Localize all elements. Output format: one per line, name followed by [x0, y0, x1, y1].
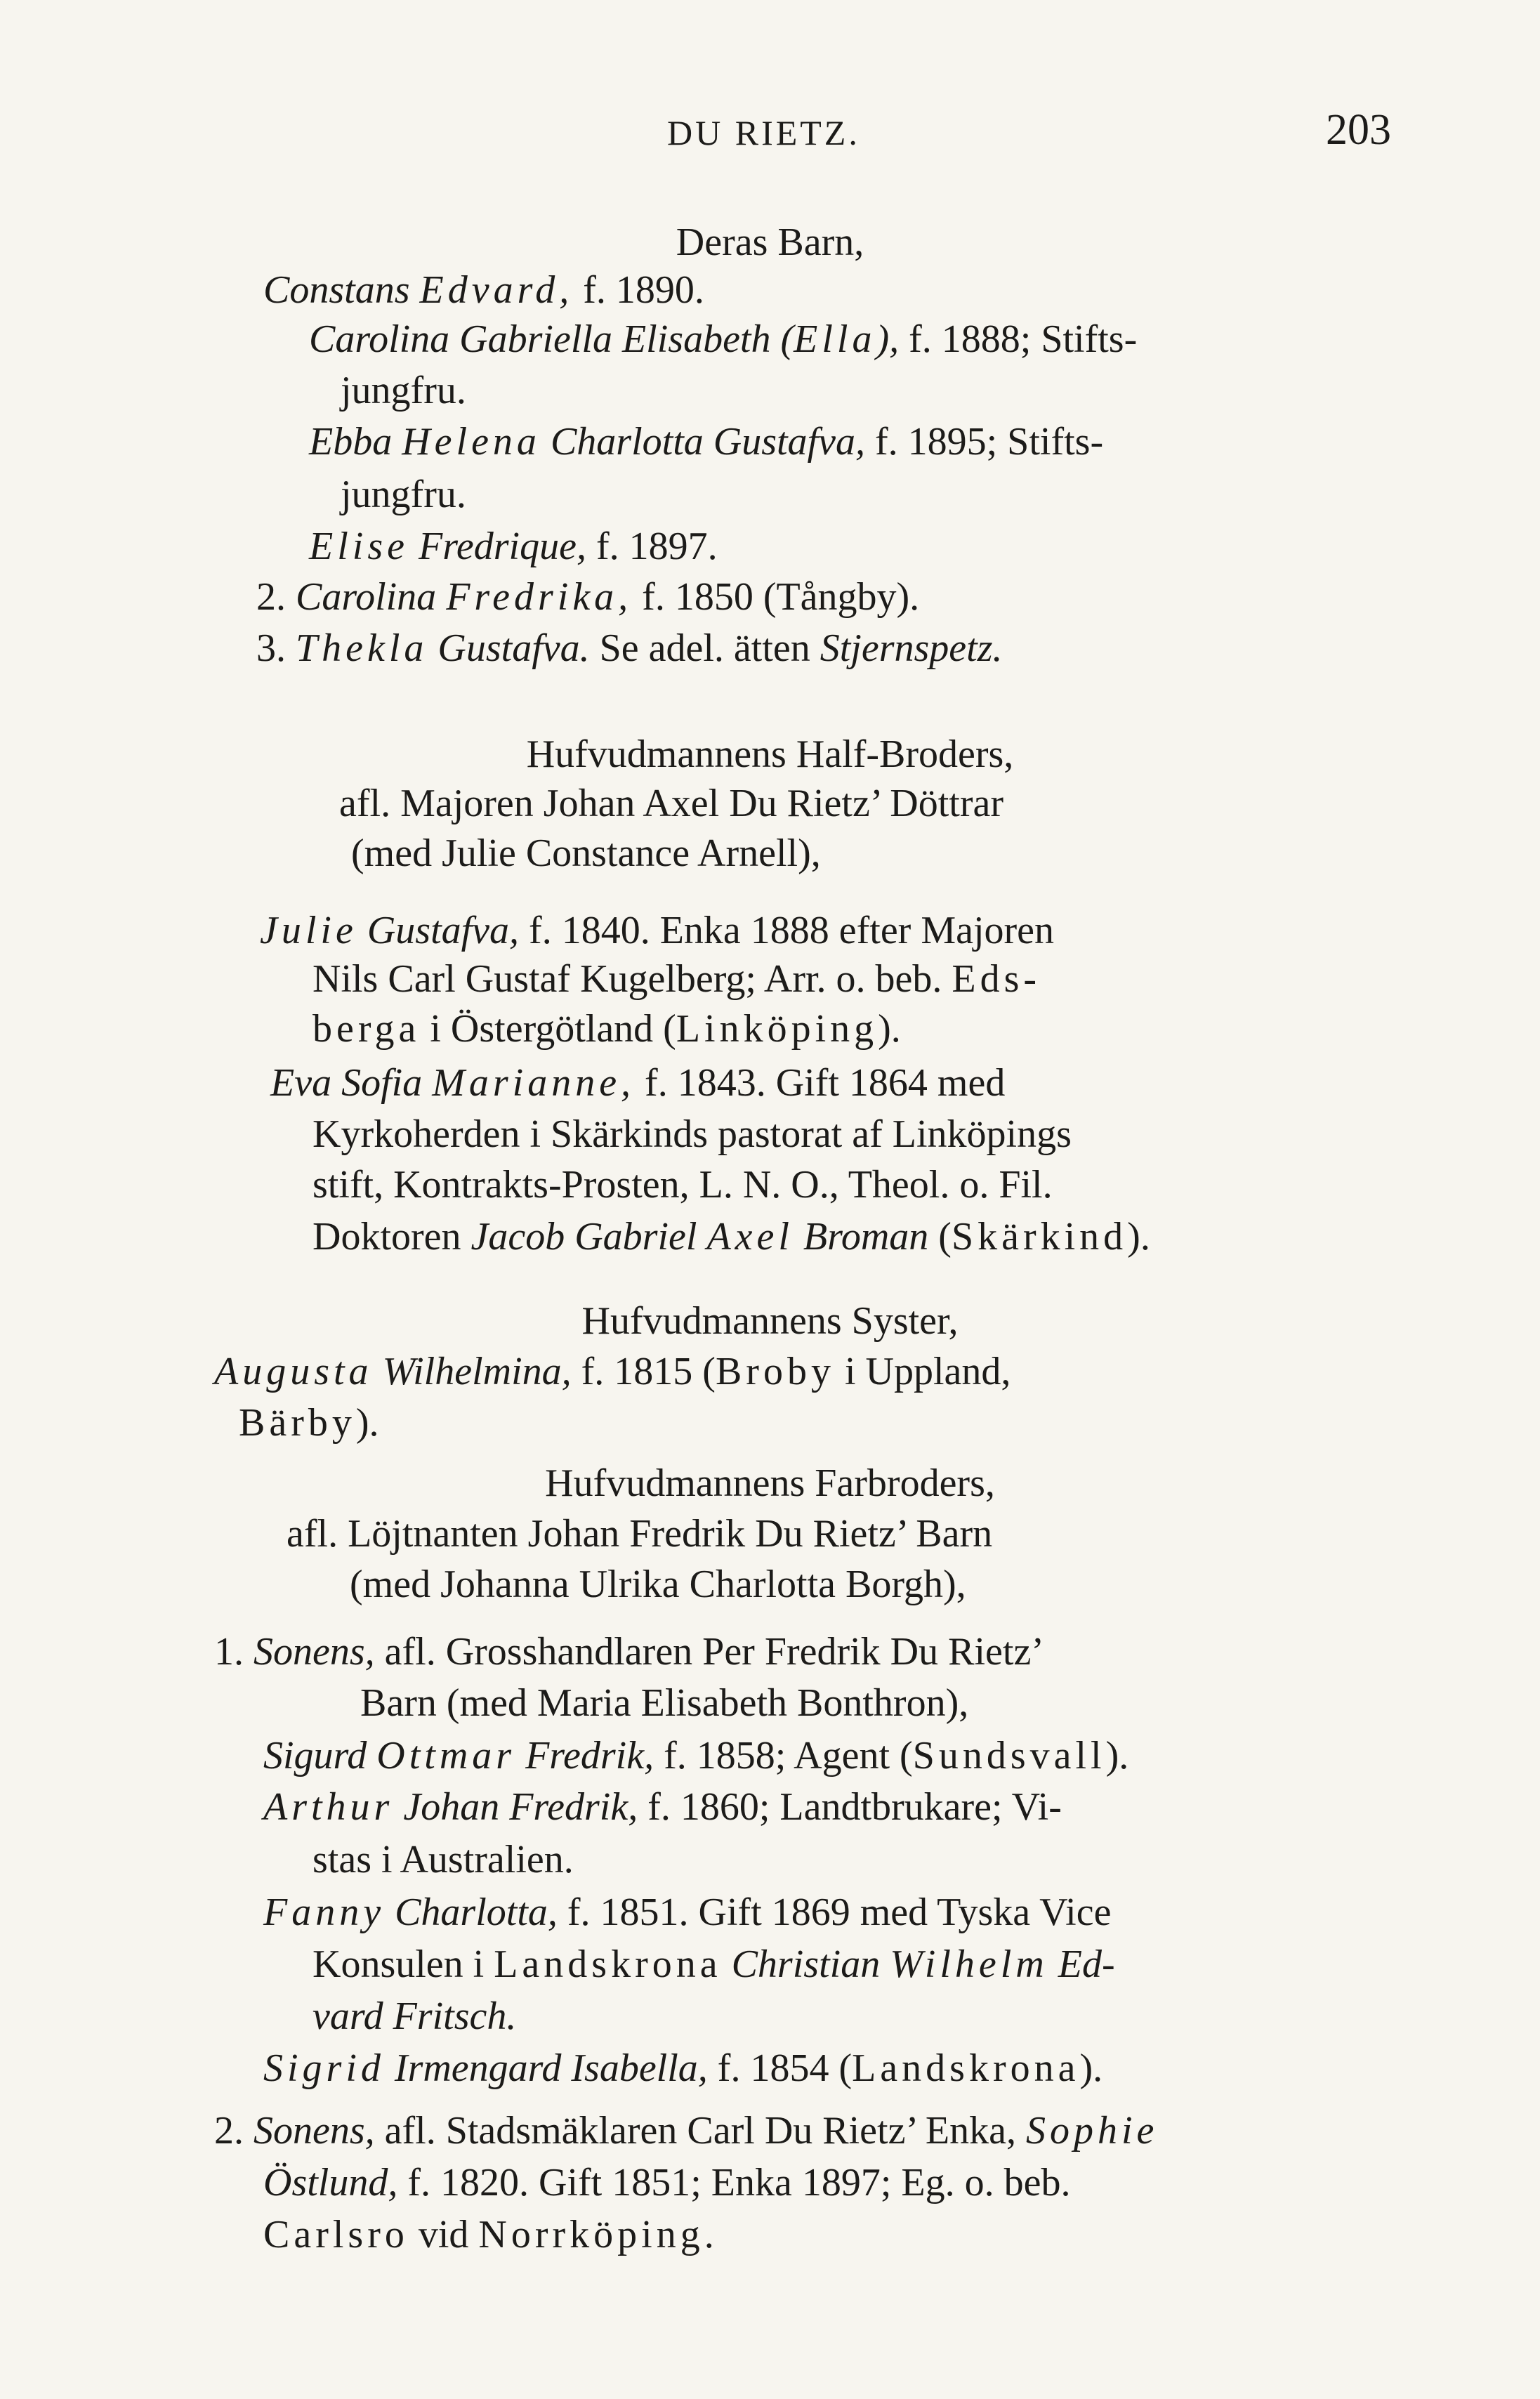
- text-run: Wilhelmina,: [372, 1350, 572, 1393]
- text-run: Thekla: [296, 626, 428, 670]
- text-line: [263, 1888, 1111, 1937]
- text-run: Helena: [402, 420, 541, 464]
- text-run: f. 1815 (: [571, 1350, 716, 1393]
- text-run: Fredrika,: [446, 575, 633, 619]
- text-line: [312, 1110, 1072, 1159]
- text-run: Arthur: [263, 1785, 394, 1829]
- text-run: .: [704, 2213, 714, 2256]
- text-run: Carolina Gabriella Elisabeth (: [309, 317, 794, 361]
- text-run: jungfru.: [341, 369, 466, 412]
- text-run: Sigrid: [263, 2046, 385, 2090]
- text-run: f. 1851. Gift 1869 med Tyska Vice: [557, 1891, 1112, 1934]
- text-line: [0, 730, 1540, 779]
- text-run: Christian: [721, 1943, 890, 1986]
- text-run: Konsulen i: [312, 1943, 494, 1986]
- text-run: Julie: [260, 909, 357, 952]
- text-line: [341, 366, 466, 415]
- text-run: stas i Australien.: [312, 1838, 574, 1881]
- page-header: [0, 105, 1540, 162]
- text-run: (med Julie Constance Arnell),: [351, 832, 821, 875]
- text-run: stift, Kontrakts-Prosten, L. N. O., Theol. o. Fil.: [312, 1163, 1053, 1207]
- text-run: Fanny: [263, 1891, 386, 1934]
- text-run: Edvard,: [419, 268, 574, 312]
- text-line: [312, 1992, 516, 2041]
- text-run: Fredrik,: [515, 1734, 654, 1777]
- text-run: jungfru.: [341, 473, 466, 516]
- text-run: berga: [312, 1007, 421, 1051]
- text-run: 2.: [214, 2109, 254, 2152]
- text-line: [312, 1160, 1053, 1209]
- text-run: Kyrkoherden i Skärkinds pastorat af Linköpings: [312, 1112, 1072, 1156]
- text-line: [360, 1678, 968, 1728]
- text-line: [351, 829, 821, 878]
- text-line: [350, 1560, 966, 1609]
- text-run: Carlsro: [263, 2213, 409, 2256]
- text-run: Charlotta Gustafva,: [540, 420, 865, 464]
- text-run: Norrköping: [478, 2213, 704, 2256]
- text-line: [214, 2106, 1158, 2155]
- text-run: Nils Carl Gustaf Kugelberg; Arr. o. beb.: [312, 957, 952, 1001]
- text-run: f. 1888; Stifts-: [899, 317, 1138, 361]
- text-run: Deras Barn,: [676, 221, 864, 264]
- text-run: Gustafva.: [428, 626, 590, 670]
- text-line: [263, 1731, 1128, 1780]
- text-line: [263, 2210, 714, 2259]
- text-run: Irmengard Isabella,: [384, 2046, 708, 2090]
- text-run: Broman: [793, 1215, 929, 1258]
- text-line: [239, 1398, 379, 1447]
- text-run: Hufvudmannens Half-Broders,: [526, 732, 1014, 776]
- text-run: (med Johanna Ulrika Charlotta Borgh),: [350, 1563, 966, 1606]
- text-run: Constans: [263, 268, 420, 312]
- text-run: Ebba: [309, 420, 402, 464]
- text-run: Sophie: [1026, 2109, 1159, 2152]
- text-run: Johan Fredrik,: [393, 1785, 638, 1829]
- text-run: afl. Löjtnanten Johan Fredrik Du Rietz’ Barn: [287, 1512, 993, 1556]
- text-line: [309, 315, 1137, 364]
- text-line: [341, 470, 466, 519]
- text-run: f. 1843. Gift 1864 med: [635, 1061, 1006, 1105]
- text-run: (: [928, 1215, 952, 1258]
- text-run: Fredrique,: [408, 525, 586, 568]
- text-run: afl. Grosshandlaren Per Fredrik Du Rietz’: [374, 1630, 1044, 1674]
- text-line: [214, 1347, 1011, 1396]
- text-line: [312, 1835, 574, 1884]
- text-run: Hufvudmannens Syster,: [581, 1299, 959, 1343]
- text-run: f. 1858; Agent (: [654, 1734, 913, 1777]
- text-run: vid: [408, 2213, 479, 2256]
- text-run: Stjernspetz.: [820, 626, 1003, 670]
- text-run: Ottmar: [376, 1734, 516, 1777]
- text-run: ),: [876, 317, 900, 361]
- text-line: [312, 1940, 1115, 1989]
- text-run: Sundsvall: [912, 1734, 1106, 1777]
- text-run: Carolina: [296, 575, 447, 619]
- text-run: Eva Sofia: [270, 1061, 433, 1105]
- page-number: 203: [1326, 106, 1391, 154]
- text-run: ).: [355, 1401, 379, 1445]
- text-line: [312, 954, 1041, 1004]
- text-run: f. 1860; Landtbrukare; Vi-: [638, 1785, 1062, 1829]
- text-run: Sonens,: [254, 2109, 375, 2152]
- text-run: 2.: [256, 575, 296, 619]
- text-run: Hufvudmannens Farbroders,: [545, 1461, 995, 1505]
- text-line: [270, 1058, 1005, 1108]
- text-run: Marianne,: [432, 1061, 636, 1105]
- text-line: [263, 2158, 1070, 2207]
- text-run: Landskrona: [494, 1943, 722, 1986]
- text-run: Barn (med Maria Elisabeth Bonthron),: [360, 1681, 969, 1725]
- text-run: ).: [1105, 1734, 1129, 1777]
- text-run: f. 1890.: [573, 268, 704, 312]
- text-run: Sigurd: [263, 1734, 377, 1777]
- text-run: f. 1897.: [586, 525, 718, 568]
- text-run: Se adel. ätten: [589, 626, 820, 670]
- text-run: Skärkind: [951, 1215, 1128, 1258]
- text-run: Ella: [794, 317, 876, 361]
- text-line: [263, 265, 704, 315]
- text-line: [0, 1296, 1540, 1346]
- text-run: f. 1854 (: [707, 2046, 853, 2090]
- text-run: Linköping: [676, 1007, 878, 1051]
- text-line: [260, 906, 1054, 955]
- text-run: afl. Stadsmäklaren Carl Du Rietz’ Enka,: [374, 2109, 1026, 2152]
- text-run: afl. Majoren Johan Axel Du Rietz’ Döttrar: [339, 782, 1004, 825]
- text-line: [0, 1459, 1540, 1508]
- text-run: Charlotta,: [385, 1891, 558, 1934]
- text-line: [256, 624, 1003, 673]
- text-run: i Östergötland (: [420, 1007, 676, 1051]
- text-line: [339, 779, 1003, 828]
- text-line: [256, 572, 919, 622]
- text-run: 1.: [214, 1630, 254, 1674]
- text-line: [0, 218, 1540, 267]
- text-run: f. 1820. Gift 1851; Enka 1897; Eg. o. beb.: [397, 2161, 1071, 2204]
- text-run: Landskrona: [852, 2046, 1080, 2090]
- text-run: Eds-: [952, 957, 1041, 1001]
- text-run: ).: [878, 1007, 901, 1051]
- running-title: DU RIETZ.: [667, 113, 860, 152]
- text-run: Bärby: [239, 1401, 356, 1445]
- text-run: i Uppland,: [834, 1350, 1011, 1393]
- text-run: Wilhelm: [890, 1943, 1048, 1986]
- text-run: Gustafva,: [357, 909, 520, 952]
- text-run: ).: [1127, 1215, 1150, 1258]
- text-run: 3.: [256, 626, 296, 670]
- text-run: Elise: [309, 525, 409, 568]
- text-run: ).: [1079, 2046, 1103, 2090]
- text-run: f. 1850 (Tångby).: [632, 575, 920, 619]
- text-line: [309, 522, 718, 571]
- text-line: [312, 1004, 901, 1053]
- text-run: Östlund,: [263, 2161, 398, 2204]
- text-line: [263, 1782, 1062, 1832]
- text-run: vard Fritsch.: [312, 1994, 517, 2038]
- text-run: Doktoren: [312, 1215, 471, 1258]
- text-run: f. 1840. Enka 1888 efter Majoren: [519, 909, 1055, 952]
- text-run: Augusta: [214, 1350, 373, 1393]
- text-line: [287, 1509, 992, 1558]
- text-run: Axel: [706, 1215, 794, 1258]
- text-run: Sonens,: [254, 1630, 375, 1674]
- text-line: [309, 417, 1103, 466]
- text-line: [312, 1212, 1150, 1261]
- text-line: [214, 1627, 1044, 1676]
- text-run: Broby: [715, 1350, 835, 1393]
- text-run: Jacob Gabriel: [470, 1215, 707, 1258]
- text-run: Ed-: [1048, 1943, 1115, 1986]
- text-line: [263, 2044, 1103, 2093]
- text-run: f. 1895; Stifts-: [864, 420, 1104, 464]
